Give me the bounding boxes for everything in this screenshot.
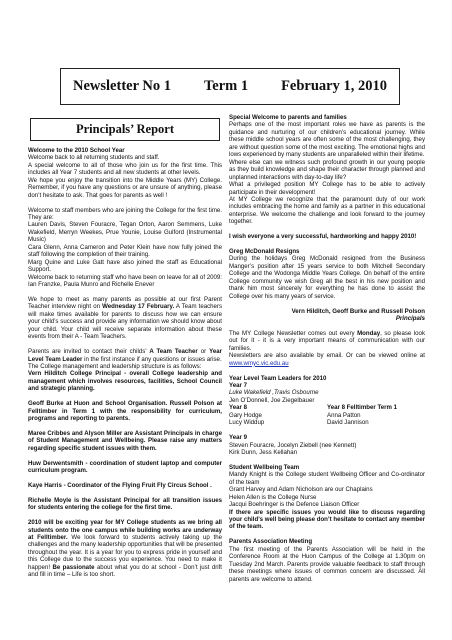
year8-felltimber-name: Anna Patton: [327, 411, 361, 419]
contact-paragraph: Parents are invited to contact their childs’ A Team Teacher or Year Level Team Leader in the first instance if any questions or issues arise.: [28, 348, 222, 363]
team-transition: Richelle Moyle is the Assistant Principal for all transition issues for students entering the college for the first time.: [28, 496, 222, 512]
wellbeing-line: Helen Allen is the College Nurse: [229, 493, 317, 501]
wellbeing-line: Mandy Knight is the College student Wellbeing Officer and Co-ordinator of the team: [229, 471, 425, 486]
wellbeing-line: Jacqui Boehringer is the Defence Liaison Officer: [229, 501, 360, 509]
year7-names-2: Jen O’Donnell, Joe Ziegelbauer: [229, 396, 315, 404]
team-intro: The College management and leadership structure is as follows:: [28, 362, 202, 370]
greg-paragraph: During the holidays Greg McDonald resigned from the Business Manger’s position after 15 years service to both Mitchell Secondary College and the Wodonga Middle Years College. On behalf of the entire College community we wish Greg all the best in his new position and thank him most sincerely for everything he has done to assist the College over his many years of service.: [229, 255, 425, 300]
welcome-paragraph-1: Welcome back to all returning students and staff.: [28, 154, 160, 162]
year9-names-2: Kirk Dunn, Jess Kellahan: [229, 449, 298, 457]
wellbeing-heading: Student Wellbeing Team: [229, 463, 300, 471]
team-laptop: Huw Derwentsmith - coordination of student laptop and computer curriculum program.: [28, 459, 222, 475]
newsletter-number: Newsletter No 1: [73, 78, 171, 94]
year9-heading: Year 9: [229, 434, 247, 442]
year7-names-1: Luke Wakefield ,Travis Osbourne: [229, 389, 319, 397]
special-paragraph-1: Perhaps one of the most important roles we have as parents is the guidance and nurturing of our children’s educational journey. While these middle school years are often some of the most challenging, they are without question some of the most exciting. The emotional highs and lows experienced by many students are unparalleled within their lifetime.: [229, 121, 425, 159]
welcome-heading: Welcome to the 2010 School Year: [28, 147, 125, 154]
staff-paragraph-3: Cara Glenn, Anna Cameron and Peter Klein have now fully joined the staff following the completion of their training.: [28, 243, 222, 259]
greg-heading: Greg McDonald Resigns: [229, 248, 300, 256]
principals-report-title: Principals’ Report: [30, 118, 220, 141]
year7-heading: Year 7: [229, 382, 247, 389]
special-heading: Special Welcome to parents and families: [229, 114, 347, 121]
meet-paragraph: We hope to meet as many parents as possible at our first Parent Teacher interview night on Wednesday 17 February. A Team teachers will make times available for parents to discuss how we can ensure your child’s success and provide any information we should know about your child. Your child will receive separate information about these events from their A - Team Teachers.: [28, 295, 223, 341]
signers: Vern Hilditch, Geoff Burke and Russell Polson: [291, 307, 425, 315]
year9-names-1: Steven Fouracre, Jocelyn Ziebell (nee Kennett): [229, 441, 357, 449]
special-paragraph-4: At MY College we recognize that the paramount duty of our work includes embracing the home and family as a partner in this educational enterprise. We welcome the challenge and look forward to the journey together.: [229, 195, 425, 226]
staff-paragraph-2: Lauren Davis, Steven Fouracre, Tegan Orton, Aaron Semmens, Luke Wakefield, Merryn Weekes, Prue Younie, Louise Gulford (Instrumental Music): [28, 221, 222, 244]
pa-heading: Parents Association Meeting: [229, 538, 313, 546]
exciting-paragraph: 2010 will be exciting year for MY College students as we bring all students onto the one campus while building works are underway at Felltimber. We look forward to students actively taking up the challenges and the many leadership opportunities that will be presented throughout the year. It is a year for you to express pride in yourself and this College due to the success you experience. You need to make it happen! Be passionate about what you do at school - Don’t just drift and fill in time – Life is too short.: [28, 519, 222, 579]
team-circus: Kaye Harris - Coordinator of the Flying Fruit Fly Circus School .: [28, 481, 212, 489]
team-principal: Vern Hilditch College Principal - overall College leadership and management which involves resources, facilities, School Council and strategic planning.: [28, 370, 222, 393]
left-column: [28, 118, 222, 579]
meet-date: Wednesday 17 February.: [102, 303, 175, 311]
wish-text: I wish everyone a very successful, hardworking and happy 2010!: [229, 233, 417, 241]
year8-name: Gary Hodge: [229, 411, 262, 419]
right-column: [229, 114, 425, 583]
year8-felltimber-heading: Year 8 Felltimber Term 1: [327, 404, 397, 412]
year8-block: [229, 404, 425, 426]
year8-felltimber-name: David Jannison: [327, 419, 369, 427]
team-assistant-principals: Maree Cribbes and Alyson Miller are Assistant Principals in charge of Student Management and Wellbeing. Please raise any matters regarding specific student issues with them.: [28, 429, 222, 452]
special-paragraph-3: What a privileged position MY College has to be able to actively participate in their development!: [229, 181, 425, 196]
staff-paragraph-1: Welcome to staff members who are joining the College for the first time. They are:: [28, 206, 222, 222]
newsletter-header: [60, 68, 400, 105]
welcome-paragraph-2: A special welcome to all of those who join us for the first time. This includes all Year 7 students and all new students at other levels.: [28, 161, 222, 177]
staff-paragraph-5: Welcome back to returning staff who have been on leave for all of 2009: Ian Franzke, Paula Munro and Richelle Enever: [28, 273, 222, 289]
team-huon: Geoff Burke at Huon and School Organisation. Russell Polson at Felltimber in Term 1 with the responsibility for curriculum, programs and reporting to parents.: [28, 400, 222, 423]
signers-role: Principals: [395, 315, 425, 323]
special-paragraph-2: Where else can we witness such profound growth in our young people as they build knowledge and shape their character through planned and unplanned interactions with day-to-day life?: [229, 158, 425, 181]
newsletter-info: The MY College Newsletter comes out every Monday, so please look out for it - it is a very important means of communication with our families.: [229, 329, 425, 352]
website-info: Newsletters are also available by email. Or can be viewed online at www.wmyc.vic.edu.au: [229, 352, 425, 367]
year8-name: Lucy Widdup: [229, 419, 265, 427]
pa-paragraph: The first meeting of the Parents Association will be held in the Conference Room at the Huon Campus of the College at 1.30pm on Tuesday 2nd March. Parents provide valuable feedback to staff through these meetings where issues of common concern are discussed. All parents are welcome to attend.: [229, 545, 425, 583]
wellbeing-line: Grant Harvey and Adam Nicholson are our Chaplains: [229, 486, 373, 494]
website-link[interactable]: www.wmyc.vic.edu.au: [229, 359, 289, 367]
welcome-paragraph-3: We hope you enjoy the transition into the Middle Years (MY) College. Remember, if you have any questions or are unsure of anything, please don’t hesitate to ask. That goes for parents as well !: [28, 176, 222, 199]
staff-paragraph-4: Marg Quine and Luke Gatt have also joined the staff as Educational Support.: [28, 258, 222, 274]
newsletter-date: February 1, 2010: [281, 78, 387, 94]
newsletter-term: Term 1: [203, 78, 249, 94]
leaders-heading: Year Level Team Leaders for 2010: [229, 374, 327, 382]
year8-heading: Year 8: [229, 404, 247, 412]
wellbeing-note: If there are specific issues you would like to discuss regarding your child’s well being please don’t hesitate to contact any member of the team.: [229, 508, 425, 531]
